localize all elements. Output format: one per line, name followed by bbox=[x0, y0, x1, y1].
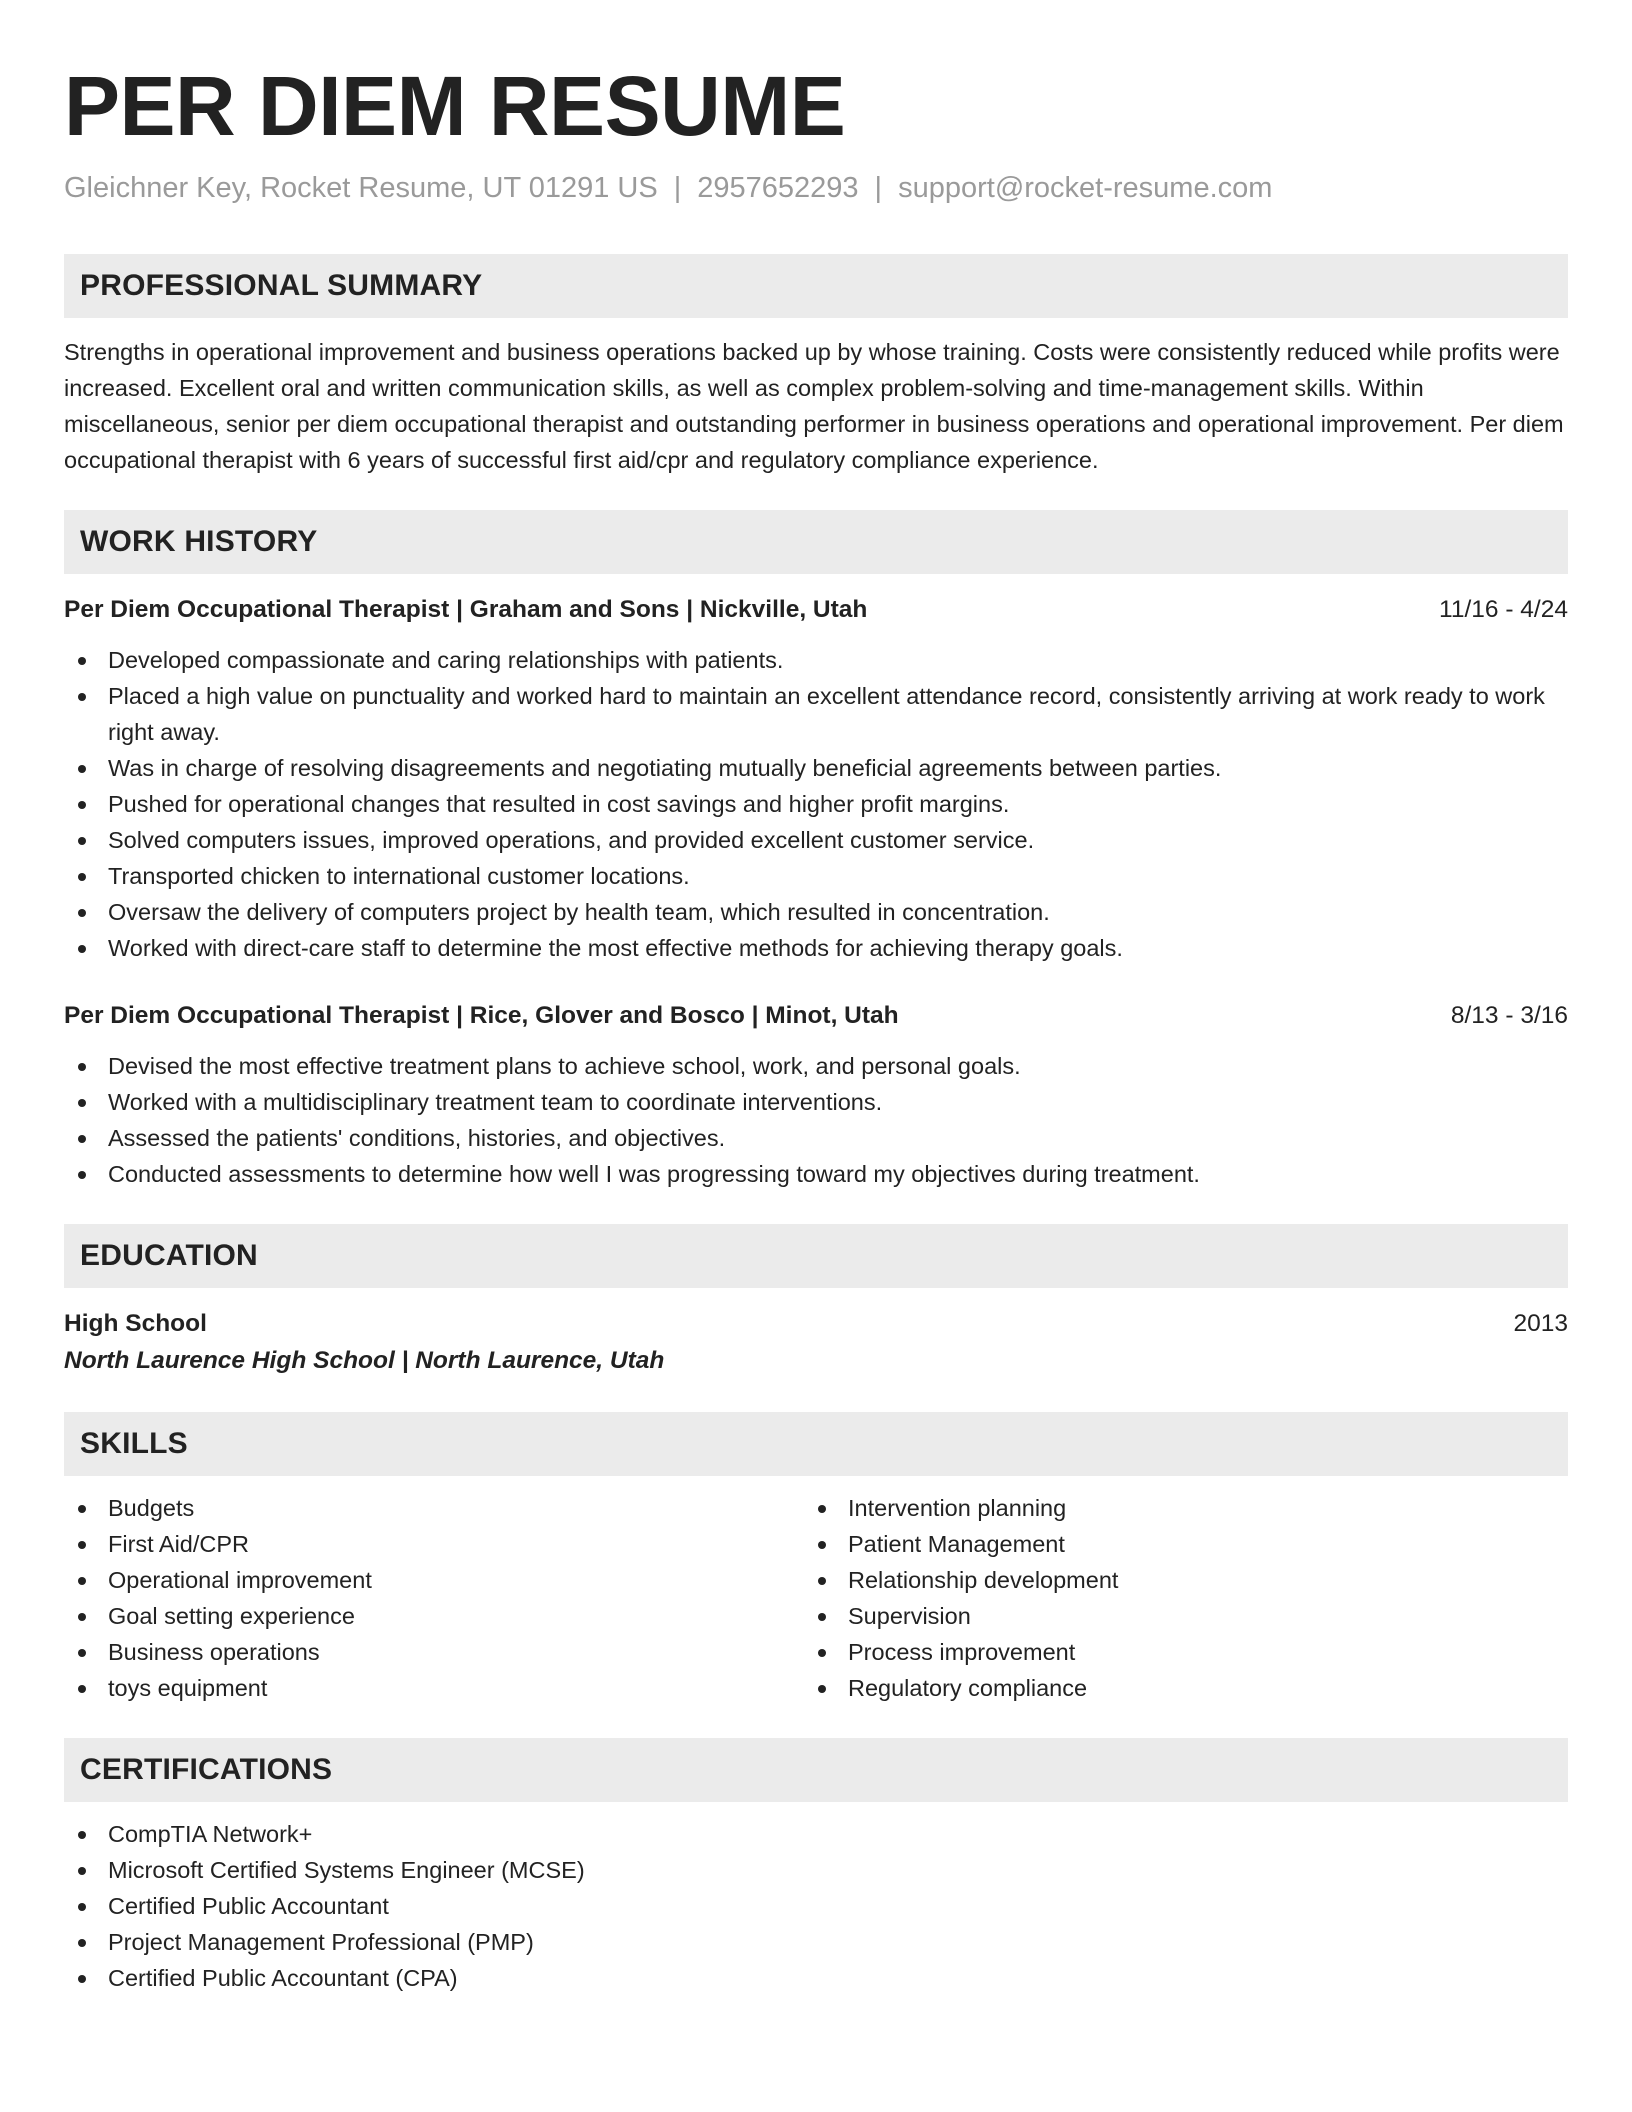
list-item: Oversaw the delivery of computers project by health team, which resulted in concentration. bbox=[64, 894, 1568, 930]
resume-name: PER DIEM RESUME bbox=[64, 59, 846, 153]
list-item: Process improvement bbox=[804, 1634, 1544, 1670]
certifications-section bbox=[64, 1738, 1568, 1996]
contact-address: Gleichner Key, Rocket Resume, UT 01291 US bbox=[64, 172, 658, 204]
list-item: Solved computers issues, improved operations, and provided excellent customer service. bbox=[64, 822, 1568, 858]
list-item: Supervision bbox=[804, 1598, 1544, 1634]
list-item: Microsoft Certified Systems Engineer (MCSE) bbox=[64, 1852, 1568, 1888]
list-item: Intervention planning bbox=[804, 1490, 1544, 1526]
job-bullets bbox=[64, 1048, 1568, 1192]
list-item: Patient Management bbox=[804, 1526, 1544, 1562]
list-item: Developed compassionate and caring relationships with patients. bbox=[64, 642, 1568, 678]
list-item: Project Management Professional (PMP) bbox=[64, 1924, 1568, 1960]
list-item: Worked with direct-care staff to determine the most effective methods for achieving therapy goals. bbox=[64, 930, 1568, 966]
job-header bbox=[64, 592, 1568, 628]
summary-text: Strengths in operational improvement and business operations backed up by whose training. Costs were consistently reduced while profits were increased. Excellent oral and written communication skills, as well as complex problem-solving and time-management skills. Within miscellaneous, senior per diem occupational therapist and outstanding performer in business operations and operational improvement. Per diem occupational therapist with 6 years of successful first aid/cpr and regulatory compliance experience. bbox=[64, 339, 1564, 473]
list-item: Budgets bbox=[64, 1490, 804, 1526]
list-item: Conducted assessments to determine how well I was progressing toward my objectives during treatment. bbox=[64, 1156, 1568, 1192]
work-history-section bbox=[64, 510, 1568, 1192]
job-header bbox=[64, 998, 1568, 1034]
list-item: toys equipment bbox=[64, 1670, 804, 1706]
job-title: Per Diem Occupational Therapist | Graham and Sons | Nickville, Utah bbox=[64, 596, 868, 623]
education-school: North Laurence High School | North Laurence, Utah bbox=[64, 1347, 665, 1374]
list-item: Relationship development bbox=[804, 1562, 1544, 1598]
list-item: Regulatory compliance bbox=[804, 1670, 1544, 1706]
skills-section bbox=[64, 1412, 1568, 1706]
certifications-heading: CERTIFICATIONS bbox=[64, 1738, 1568, 1802]
list-item: Placed a high value on punctuality and worked hard to maintain an excellent attendance record, consistently arriving at work ready to work right away. bbox=[64, 678, 1568, 750]
contact-separator: | bbox=[874, 172, 883, 204]
list-item: Business operations bbox=[64, 1634, 804, 1670]
list-item: Certified Public Accountant bbox=[64, 1888, 1568, 1924]
list-item: Goal setting experience bbox=[64, 1598, 804, 1634]
contact-line bbox=[64, 168, 1568, 208]
education-heading: EDUCATION bbox=[64, 1224, 1568, 1288]
education-degree: High School bbox=[64, 1310, 207, 1337]
work-history-heading: WORK HISTORY bbox=[64, 510, 1568, 574]
job-bullets bbox=[64, 642, 1568, 966]
list-item: Worked with a multidisciplinary treatment team to coordinate interventions. bbox=[64, 1084, 1568, 1120]
education-year: 2013 bbox=[1513, 1310, 1568, 1337]
contact-email: support@rocket-resume.com bbox=[898, 172, 1273, 204]
job-title: Per Diem Occupational Therapist | Rice, Glover and Bosco | Minot, Utah bbox=[64, 1002, 899, 1029]
contact-phone: 2957652293 bbox=[697, 172, 859, 204]
skills-list-left bbox=[64, 1490, 804, 1706]
education-header bbox=[64, 1306, 1568, 1342]
list-item: Certified Public Accountant (CPA) bbox=[64, 1960, 1568, 1996]
list-item: Was in charge of resolving disagreements and negotiating mutually beneficial agreements between parties. bbox=[64, 750, 1568, 786]
contact-separator: | bbox=[673, 172, 682, 204]
job-dates: 11/16 - 4/24 bbox=[1439, 596, 1568, 623]
skills-heading: SKILLS bbox=[64, 1412, 1568, 1476]
list-item: Pushed for operational changes that resulted in cost savings and higher profit margins. bbox=[64, 786, 1568, 822]
summary-heading: PROFESSIONAL SUMMARY bbox=[64, 254, 1568, 318]
list-item: Assessed the patients' conditions, histories, and objectives. bbox=[64, 1120, 1568, 1156]
certifications-list bbox=[64, 1816, 1568, 1996]
resume-page bbox=[64, 56, 1568, 1996]
skills-columns bbox=[64, 1490, 1568, 1706]
list-item: Devised the most effective treatment plans to achieve school, work, and personal goals. bbox=[64, 1048, 1568, 1084]
list-item: CompTIA Network+ bbox=[64, 1816, 1568, 1852]
list-item: First Aid/CPR bbox=[64, 1526, 804, 1562]
job-dates: 8/13 - 3/16 bbox=[1450, 1002, 1568, 1029]
education-section bbox=[64, 1224, 1568, 1380]
skills-list-right bbox=[804, 1490, 1544, 1706]
list-item: Operational improvement bbox=[64, 1562, 804, 1598]
list-item: Transported chicken to international customer locations. bbox=[64, 858, 1568, 894]
